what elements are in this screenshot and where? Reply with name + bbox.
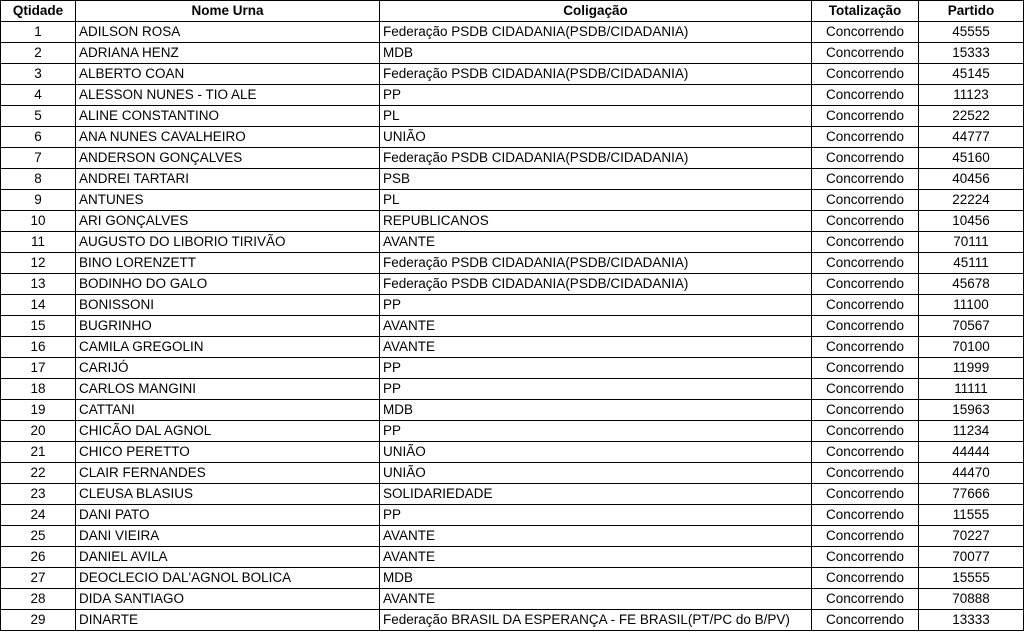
table-row [1,232,1024,253]
cell-nome-urna: CHICÃO DAL AGNOL [76,421,380,442]
cell-coligacao: PSB [380,169,812,190]
cell-qtidade: 23 [1,484,76,505]
cell-partido: 77666 [919,484,1024,505]
cell-qtidade: 14 [1,295,76,316]
cell-qtidade: 16 [1,337,76,358]
cell-qtidade: 15 [1,316,76,337]
cell-totalizacao: Concorrendo [812,463,919,484]
cell-partido: 11999 [919,358,1024,379]
table-body [1,22,1024,631]
cell-coligacao: Federação BRASIL DA ESPERANÇA - FE BRASIL(PT/PC do B/PV) [380,610,812,631]
cell-nome-urna: CLEUSA BLASIUS [76,484,380,505]
cell-coligacao: PP [380,85,812,106]
cell-totalizacao: Concorrendo [812,190,919,211]
cell-nome-urna: DEOCLECIO DAL'AGNOL BOLICA [76,568,380,589]
cell-partido: 22224 [919,190,1024,211]
cell-qtidade: 9 [1,190,76,211]
cell-qtidade: 13 [1,274,76,295]
table-row [1,295,1024,316]
cell-partido: 45160 [919,148,1024,169]
cell-partido: 11123 [919,85,1024,106]
cell-nome-urna: CLAIR FERNANDES [76,463,380,484]
cell-coligacao: Federação PSDB CIDADANIA(PSDB/CIDADANIA) [380,253,812,274]
table-row [1,421,1024,442]
table-row [1,148,1024,169]
cell-qtidade: 28 [1,589,76,610]
cell-partido: 70888 [919,589,1024,610]
cell-nome-urna: ALBERTO COAN [76,64,380,85]
cell-qtidade: 1 [1,22,76,43]
cell-nome-urna: DANI VIEIRA [76,526,380,547]
cell-qtidade: 22 [1,463,76,484]
cell-coligacao: PP [380,379,812,400]
table-row [1,64,1024,85]
cell-partido: 15555 [919,568,1024,589]
cell-coligacao: PP [380,358,812,379]
cell-coligacao: PP [380,421,812,442]
header-partido: Partido [919,1,1024,22]
table-row [1,85,1024,106]
cell-coligacao: UNIÃO [380,442,812,463]
cell-totalizacao: Concorrendo [812,400,919,421]
cell-totalizacao: Concorrendo [812,547,919,568]
cell-totalizacao: Concorrendo [812,43,919,64]
cell-nome-urna: ANTUNES [76,190,380,211]
cell-coligacao: REPUBLICANOS [380,211,812,232]
cell-nome-urna: CHICO PERETTO [76,442,380,463]
cell-totalizacao: Concorrendo [812,274,919,295]
cell-coligacao: MDB [380,43,812,64]
cell-qtidade: 24 [1,505,76,526]
cell-totalizacao: Concorrendo [812,589,919,610]
cell-coligacao: AVANTE [380,589,812,610]
cell-partido: 11100 [919,295,1024,316]
cell-partido: 15333 [919,43,1024,64]
cell-totalizacao: Concorrendo [812,148,919,169]
table-row [1,484,1024,505]
cell-qtidade: 17 [1,358,76,379]
cell-partido: 70111 [919,232,1024,253]
cell-coligacao: AVANTE [380,526,812,547]
cell-nome-urna: ALESSON NUNES - TIO ALE [76,85,380,106]
cell-partido: 11234 [919,421,1024,442]
cell-qtidade: 3 [1,64,76,85]
cell-coligacao: AVANTE [380,547,812,568]
cell-qtidade: 11 [1,232,76,253]
cell-qtidade: 10 [1,211,76,232]
cell-qtidade: 6 [1,127,76,148]
cell-nome-urna: DIDA SANTIAGO [76,589,380,610]
table-row [1,106,1024,127]
cell-nome-urna: BODINHO DO GALO [76,274,380,295]
table-row [1,547,1024,568]
cell-partido: 70227 [919,526,1024,547]
cell-partido: 10456 [919,211,1024,232]
cell-nome-urna: AUGUSTO DO LIBORIO TIRIVÃO [76,232,380,253]
cell-qtidade: 19 [1,400,76,421]
cell-qtidade: 18 [1,379,76,400]
cell-totalizacao: Concorrendo [812,64,919,85]
cell-nome-urna: ARI GONÇALVES [76,211,380,232]
cell-partido: 70100 [919,337,1024,358]
cell-coligacao: PL [380,106,812,127]
cell-partido: 11555 [919,505,1024,526]
cell-coligacao: MDB [380,400,812,421]
cell-qtidade: 7 [1,148,76,169]
cell-coligacao: PP [380,295,812,316]
cell-totalizacao: Concorrendo [812,253,919,274]
cell-nome-urna: DANI PATO [76,505,380,526]
table-row [1,379,1024,400]
header-nome-urna: Nome Urna [76,1,380,22]
cell-totalizacao: Concorrendo [812,526,919,547]
header-row [1,1,1024,22]
cell-totalizacao: Concorrendo [812,22,919,43]
table-row [1,211,1024,232]
table-row [1,43,1024,64]
cell-totalizacao: Concorrendo [812,169,919,190]
cell-nome-urna: CAMILA GREGOLIN [76,337,380,358]
cell-qtidade: 29 [1,610,76,631]
table-row [1,463,1024,484]
table-row [1,274,1024,295]
cell-qtidade: 25 [1,526,76,547]
header-qtidade: Qtidade [1,1,76,22]
cell-coligacao: SOLIDARIEDADE [380,484,812,505]
cell-totalizacao: Concorrendo [812,421,919,442]
cell-totalizacao: Concorrendo [812,379,919,400]
cell-coligacao: AVANTE [380,337,812,358]
cell-nome-urna: ANDREI TARTARI [76,169,380,190]
table-row [1,316,1024,337]
cell-totalizacao: Concorrendo [812,211,919,232]
cell-qtidade: 8 [1,169,76,190]
table-row [1,610,1024,631]
header-totalizacao: Totalização [812,1,919,22]
cell-totalizacao: Concorrendo [812,337,919,358]
cell-partido: 40456 [919,169,1024,190]
cell-nome-urna: CARLOS MANGINI [76,379,380,400]
cell-coligacao: Federação PSDB CIDADANIA(PSDB/CIDADANIA) [380,274,812,295]
cell-nome-urna: ANDERSON GONÇALVES [76,148,380,169]
cell-nome-urna: CATTANI [76,400,380,421]
cell-nome-urna: BUGRINHO [76,316,380,337]
cell-totalizacao: Concorrendo [812,358,919,379]
cell-coligacao: AVANTE [380,316,812,337]
cell-nome-urna: ALINE CONSTANTINO [76,106,380,127]
cell-partido: 44470 [919,463,1024,484]
cell-qtidade: 27 [1,568,76,589]
cell-coligacao: PL [380,190,812,211]
table-row [1,127,1024,148]
table-row [1,253,1024,274]
cell-totalizacao: Concorrendo [812,232,919,253]
cell-partido: 45111 [919,253,1024,274]
cell-nome-urna: DANIEL AVILA [76,547,380,568]
table-row [1,568,1024,589]
cell-totalizacao: Concorrendo [812,610,919,631]
cell-nome-urna: CARIJÓ [76,358,380,379]
cell-coligacao: Federação PSDB CIDADANIA(PSDB/CIDADANIA) [380,22,812,43]
cell-qtidade: 26 [1,547,76,568]
cell-nome-urna: ADRIANA HENZ [76,43,380,64]
cell-partido: 45145 [919,64,1024,85]
cell-totalizacao: Concorrendo [812,316,919,337]
cell-partido: 70567 [919,316,1024,337]
cell-qtidade: 12 [1,253,76,274]
cell-coligacao: Federação PSDB CIDADANIA(PSDB/CIDADANIA) [380,148,812,169]
cell-partido: 44777 [919,127,1024,148]
table-row [1,337,1024,358]
table-row [1,526,1024,547]
cell-totalizacao: Concorrendo [812,85,919,106]
cell-totalizacao: Concorrendo [812,505,919,526]
cell-coligacao: UNIÃO [380,463,812,484]
cell-nome-urna: ADILSON ROSA [76,22,380,43]
table-row [1,169,1024,190]
cell-partido: 22522 [919,106,1024,127]
cell-qtidade: 21 [1,442,76,463]
cell-totalizacao: Concorrendo [812,127,919,148]
cell-totalizacao: Concorrendo [812,442,919,463]
cell-partido: 11111 [919,379,1024,400]
table-row [1,358,1024,379]
cell-totalizacao: Concorrendo [812,484,919,505]
table-row [1,589,1024,610]
cell-qtidade: 2 [1,43,76,64]
cell-qtidade: 20 [1,421,76,442]
table-row [1,400,1024,421]
cell-qtidade: 4 [1,85,76,106]
cell-totalizacao: Concorrendo [812,568,919,589]
table-row [1,505,1024,526]
cell-partido: 13333 [919,610,1024,631]
table-row [1,442,1024,463]
header-coligacao: Coligação [380,1,812,22]
cell-totalizacao: Concorrendo [812,106,919,127]
cell-partido: 44444 [919,442,1024,463]
cell-nome-urna: ANA NUNES CAVALHEIRO [76,127,380,148]
cell-nome-urna: BINO LORENZETT [76,253,380,274]
cell-coligacao: PP [380,505,812,526]
cell-coligacao: MDB [380,568,812,589]
cell-coligacao: AVANTE [380,232,812,253]
cell-coligacao: Federação PSDB CIDADANIA(PSDB/CIDADANIA) [380,64,812,85]
cell-partido: 45555 [919,22,1024,43]
table-row [1,190,1024,211]
cell-coligacao: UNIÃO [380,127,812,148]
cell-totalizacao: Concorrendo [812,295,919,316]
cell-partido: 15963 [919,400,1024,421]
cell-qtidade: 5 [1,106,76,127]
cell-partido: 70077 [919,547,1024,568]
cell-partido: 45678 [919,274,1024,295]
cell-nome-urna: BONISSONI [76,295,380,316]
table-row [1,22,1024,43]
cell-nome-urna: DINARTE [76,610,380,631]
